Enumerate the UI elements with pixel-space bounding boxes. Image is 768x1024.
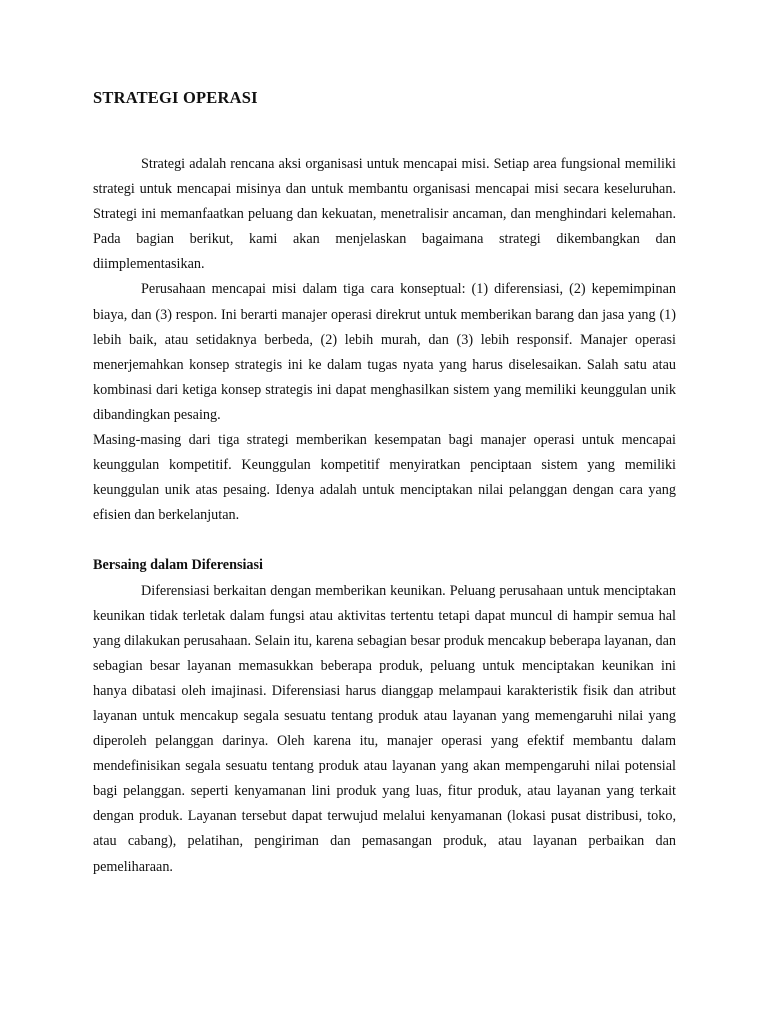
- paragraph-differentiation: Diferensiasi berkaitan dengan memberikan keunikan. Peluang perusahaan untuk menciptakan keunikan tidak terletak dalam fungsi atau aktivitas tertentu tetapi dapat muncul di hampir semua hal yang dilakukan perusahaan. Selain itu, karena sebagian besar produk mencakup beberapa layanan, dan sebagian besar layanan memasukkan beberapa produk, peluang untuk menciptakan keunikan ini hanya dibatasi oleh imajinasi. Diferensiasi harus dianggap melampaui karakteristik fisik dan atribut layanan untuk mencakup segala sesuatu tentang produk atau layanan yang memengaruhi nilai yang diperoleh pelanggan darinya. Oleh karena itu, manajer operasi yang efektif membantu dalam mendefinisikan segala sesuatu tentang produk atau layanan yang akan mempengaruhi nilai potensial bagi pelanggan. seperti kenyamanan lini produk yang luas, fitur produk, atau layanan yang terkait dengan produk. Layanan tersebut dapat terwujud melalui kenyamanan (lokasi pusat distribusi, toko, atau cabang), pelatihan, pengiriman dan pemasangan produk, atau layanan perbaikan dan pemeliharaan.: [93, 582, 676, 875]
- paragraph-three-concepts: Perusahaan mencapai misi dalam tiga cara konseptual: (1) diferensiasi, (2) kepemimpinan biaya, dan (3) respon. Ini berarti manajer operasi direkrut untuk memberikan barang dan jasa yang (1) lebih baik, atau setidaknya berbeda, (2) lebih murah, dan (3) lebih responsif. Manajer operasi menerjemahkan konsep strategis ini ke dalam tugas nyata yang harus diselesaikan. Salah satu atau kombinasi dari ketiga konsep strategis ini dapat menghasilkan sistem yang memiliki keunggulan unik dibandingkan pesaing.: [93, 281, 676, 423]
- paragraph-strategy-definition: Strategi adalah rencana aksi organisasi untuk mencapai misi. Setiap area fungsional memiliki strategi untuk mencapai misinya dan untuk membantu organisasi mencapai misi secara keseluruhan. Strategi ini memanfaatkan peluang dan kekuatan, menetralisir ancaman, dan menghindari kelemahan. Pada bagian berikut, kami akan menjelaskan bagaimana strategi dikembangkan dan diimplementasikan.: [93, 156, 676, 273]
- section-heading-differentiation: Bersaing dalam Diferensiasi: [93, 557, 263, 574]
- document-title: STRATEGI OPERASI: [93, 88, 258, 107]
- paragraph-competitive-advantage: Masing-masing dari tiga strategi memberikan kesempatan bagi manajer operasi untuk mencapai keunggulan kompetitif. Keunggulan kompetitif menyiratkan penciptaan sistem yang memiliki keunggulan unik atas pesaing. Idenya adalah untuk menciptakan nilai pelanggan dengan cara yang efisien dan berkelanjutan.: [93, 432, 676, 524]
- document-page: [93, 88, 676, 880]
